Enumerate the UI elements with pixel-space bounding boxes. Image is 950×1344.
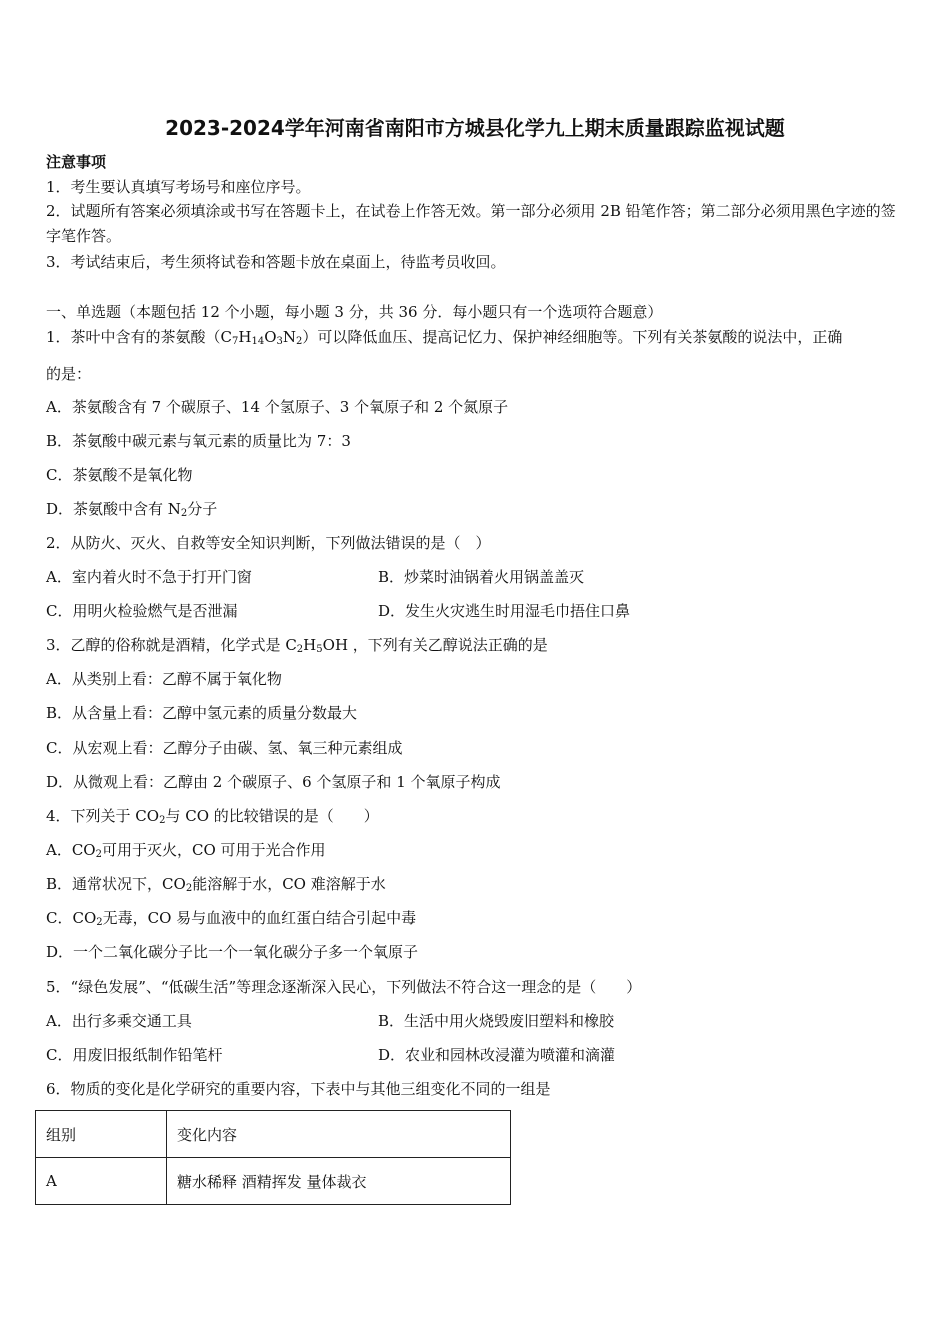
- table-row: [36, 1158, 511, 1205]
- q1-stem: 1．茶叶中含有的茶氨酸$(C_7H_{14}O_3N_2)$可以降低血压、提高记忆力、保护神经细胞等。下列有关茶氨酸的说法中，正确: [46, 328, 843, 347]
- q2-option-a: A．室内着火时不急于打开门窗: [46, 568, 252, 586]
- q5-option-d: D．农业和园林改浸灌为喷灌和滴灌: [378, 1046, 616, 1064]
- q5-option-b: B．生活中用火烧毁废旧塑料和橡胶: [378, 1012, 615, 1030]
- q3-stem: 3．乙醇的俗称就是酒精，化学式是 $C_2H_5OH$ ，下列有关乙醇说法正确的是: [46, 636, 548, 655]
- table-cell-content: 糖水稀释 酒精挥发 量体裁衣: [167, 1158, 511, 1205]
- q2-option-c: C．用明火检验燃气是否泄漏: [46, 602, 238, 620]
- q1-option-a: A．茶氨酸含有 7 个碳原子、14 个氢原子、3 个氧原子和 2 个氮原子: [46, 398, 509, 416]
- notice-item-1: 1．考生要认真填写考场号和座位序号。: [46, 178, 311, 196]
- q1-option-d: D．茶氨酸中含有 $N_2$分子: [46, 500, 218, 519]
- q1-formula: $C_7H_{14}O_3N_2$: [220, 328, 303, 347]
- table-header-content: 变化内容: [167, 1111, 511, 1158]
- q3-option-d: D．从微观上看：乙醇由 2 个碳原子、6 个氢原子和 1 个氧原子构成: [46, 773, 501, 791]
- q4-option-b: B．通常状况下，$CO_2$能溶解于水，CO 难溶解于水: [46, 875, 386, 894]
- table-header-row: [36, 1111, 511, 1158]
- q5-option-a: A．出行多乘交通工具: [46, 1012, 192, 1030]
- q4-stem: 4．下列关于 $CO_2$与 CO 的比较错误的是（ ）: [46, 807, 379, 826]
- q1-option-c: C．茶氨酸不是氧化物: [46, 466, 193, 484]
- q6-stem: 6．物质的变化是化学研究的重要内容，下表中与其他三组变化不同的一组是: [46, 1080, 551, 1098]
- table-header-group: 组别: [36, 1111, 167, 1158]
- q5-stem: 5．“绿色发展”、“低碳生活”等理念逐渐深入民心，下列做法不符合这一理念的是（ ）: [46, 978, 642, 996]
- q4-option-a: A．$CO_2$可用于灭火，CO 可用于光合作用: [46, 841, 326, 860]
- q2-option-b: B．炒菜时油锅着火用锅盖盖灭: [378, 568, 585, 586]
- q3-option-c: C．从宏观上看：乙醇分子由碳、氢、氧三种元素组成: [46, 739, 403, 757]
- notice-heading: 注意事项: [46, 153, 107, 171]
- q3-option-a: A．从类别上看：乙醇不属于氧化物: [46, 670, 282, 688]
- q2-option-d: D．发生火灾逃生时用湿毛巾捂住口鼻: [378, 602, 631, 620]
- exam-title: 2023-2024学年河南省南阳市方城县化学九上期末质量跟踪监视试题: [165, 116, 785, 140]
- q6-table: [35, 1110, 511, 1205]
- q1-stem-cont: 的是：: [46, 365, 92, 383]
- q4-option-d: D．一个二氧化碳分子比一个一氧化碳分子多一个氧原子: [46, 943, 419, 961]
- q5-option-c: C．用废旧报纸制作铅笔杆: [46, 1046, 223, 1064]
- notice-item-2: 2．试题所有答案必须填涂或书写在答题卡上，在试卷上作答无效。第一部分必须用 2B 铅笔作答；第二部分必须用黑色字迹的签字笔作答。: [46, 202, 896, 245]
- section-heading: 一、单选题（本题包括 12 个小题，每小题 3 分，共 36 分．每小题只有一个选项符合题意）: [46, 303, 663, 321]
- q4-option-c: C．$CO_2$无毒，CO 易与血液中的血红蛋白结合引起中毒: [46, 909, 417, 928]
- q1-option-b: B．茶氨酸中碳元素与氧元素的质量比为 7：3: [46, 432, 351, 450]
- notice-item-3: 3．考试结束后，考生须将试卷和答题卡放在桌面上，待监考员收回。: [46, 253, 506, 271]
- q3-option-b: B．从含量上看：乙醇中氢元素的质量分数最大: [46, 704, 358, 722]
- q2-stem: 2．从防火、灭火、自救等安全知识判断，下列做法错误的是（ ）: [46, 534, 491, 552]
- table-cell-group: A: [36, 1158, 167, 1205]
